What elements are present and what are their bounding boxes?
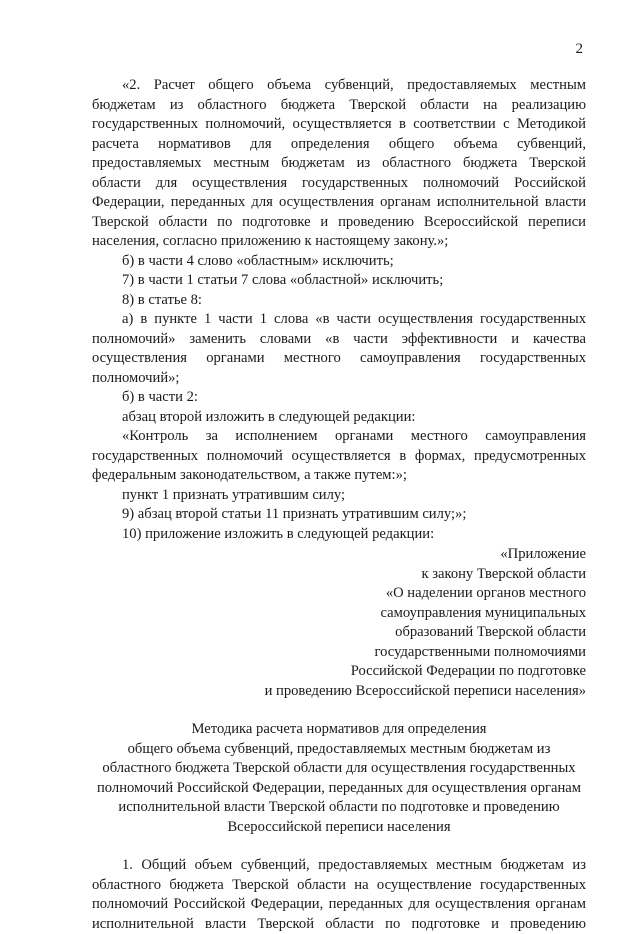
paragraph-appendix-intro: 10) приложение изложить в следующей редакции:: [122, 525, 435, 542]
paragraph-part4-amendment: б) в части 4 слово «областным» исключить;: [122, 252, 394, 269]
methodology-title-line: Всероссийской переписи населения: [227, 818, 451, 835]
paragraph-second-abzac: абзац второй изложить в следующей редакции:: [122, 408, 416, 425]
methodology-title-line: исполнительной власти Тверской области по подготовке и проведению: [118, 799, 560, 815]
methodology-title-line: полномочий Российской Федерации, переданных для осуществления органам: [97, 779, 581, 796]
body-text: [92, 76, 586, 934]
methodology-body: [92, 856, 586, 934]
page-number: 2: [575, 41, 583, 57]
paragraph-article7-amendment: 7) в части 1 статьи 7 слова «областной» исключить;: [122, 272, 444, 288]
methodology-title-line: Методика расчета нормативов для определения: [191, 721, 487, 737]
appendix-line: к закону Тверской области: [421, 565, 586, 582]
appendix-line: государственными полномочиями: [374, 643, 586, 660]
methodology-title-line: областного бюджета Тверской области для осуществления государственных: [102, 760, 576, 776]
appendix-line: образований Тверской области: [395, 624, 586, 640]
paragraph-article8-point-b: б) в части 2:: [122, 389, 198, 405]
appendix-line: «О наделении органов местного: [385, 585, 586, 601]
paragraph-point1-void: пункт 1 признать утратившим силу;: [122, 486, 346, 503]
appendix-line: Российской Федерации по подготовке: [350, 663, 586, 679]
paragraph-subvention-calculation: «2. Расчет общего объема субвенций, предоставляемых местным бюджетам из областного бюджета Тверской области на реализацию государственных полномочий, осуществляется в соответствии с Методикой расчета нормативов для определения общего объема субвенций, предоставляемых местным бюджетам из областного бюджета Тверской области для осуществления государственных полномочий Российской Федерации, переданных для осуществления органам исполнительной власти Тверской области по подготовке и проведению Всероссийской переписи населения, согласно приложению к настоящему закону.»;: [92, 77, 586, 249]
paragraph-article8-point-a: а) в пункте 1 части 1 слова «в части осуществления государственных полномочий» заменить словами «в части эффективности и качества осуществления органами местного самоуправления государственных полномочий»;: [92, 311, 586, 386]
methodology-title-line: общего объема субвенций, предоставляемых местным бюджетам из: [127, 740, 551, 757]
appendix-line: и проведению Всероссийской переписи населения»: [264, 682, 586, 699]
paragraph-article8-heading: 8) в статье 8:: [122, 291, 202, 308]
appendix-line: самоуправления муниципальных: [380, 604, 586, 621]
paragraph-control-quote: «Контроль за исполнением органами местного самоуправления государственных полномочий осуществляется в формах, предусмотренных федеральным законодательством, а также путем:»;: [92, 428, 586, 483]
appendix-line: «Приложение: [500, 546, 586, 562]
appendix-header: [92, 545, 586, 701]
methodology-title: [92, 720, 586, 837]
paragraph-article11-void: 9) абзац второй статьи 11 признать утратившим силу;»;: [122, 506, 467, 522]
paragraph-methodology-1: 1. Общий объем субвенций, предоставляемых местным бюджетам из областного бюджета Тверской области на осуществление государственных полномочий Российской Федерации, переданных для осуществления органам исполнительной власти Тверской области по подготовке и проведению: [92, 857, 586, 932]
